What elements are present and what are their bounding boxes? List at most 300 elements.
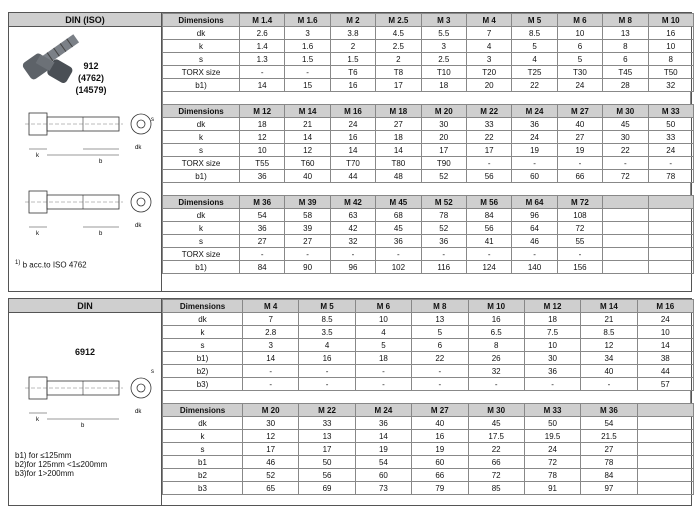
- table-cell: 79: [412, 482, 468, 495]
- table-cell: 8.5: [581, 326, 637, 339]
- table-cell: -: [466, 248, 511, 261]
- size-header: M 30: [468, 404, 524, 417]
- table-cell: 10: [637, 326, 693, 339]
- table-row: [163, 248, 694, 261]
- table-cell: 30: [243, 417, 299, 430]
- table-cell: 6.5: [468, 326, 524, 339]
- din912-table-2: [162, 104, 694, 183]
- table-cell: 27: [376, 118, 421, 131]
- table-cell: 42: [330, 222, 375, 235]
- size-header: [637, 404, 693, 417]
- table-cell: 12: [285, 144, 330, 157]
- table-cell: 14: [330, 144, 375, 157]
- table-cell: 24: [557, 79, 602, 92]
- table-cell: 156: [557, 261, 602, 274]
- row-label: dk: [163, 118, 240, 131]
- table-cell: 1.5: [330, 53, 375, 66]
- table-cell: 1.4: [240, 40, 285, 53]
- table-cell: [603, 248, 648, 261]
- table-cell: 10: [648, 40, 693, 53]
- table-row: [163, 326, 694, 339]
- row-label: dk: [163, 313, 243, 326]
- table-cell: -: [243, 378, 299, 391]
- table-cell: -: [581, 378, 637, 391]
- bolt-drawing-3: [23, 363, 159, 433]
- table-cell: T80: [376, 157, 421, 170]
- row-label: k: [163, 222, 240, 235]
- table-cell: 36: [240, 170, 285, 183]
- table-cell: 12: [240, 131, 285, 144]
- table-cell: 78: [581, 456, 637, 469]
- size-header: M 72: [557, 196, 602, 209]
- table-cell: 32: [648, 79, 693, 92]
- size-header: [648, 196, 693, 209]
- table-row: [163, 430, 694, 443]
- table-cell: 78: [421, 209, 466, 222]
- row-label: dk: [163, 417, 243, 430]
- table-cell: 5: [355, 339, 411, 352]
- table-cell: 44: [637, 365, 693, 378]
- table-cell: [637, 456, 693, 469]
- table-cell: 7: [466, 27, 511, 40]
- table-cell: 91: [524, 482, 580, 495]
- table-cell: 22: [512, 79, 557, 92]
- table-cell: 36: [512, 118, 557, 131]
- table-cell: 52: [421, 222, 466, 235]
- table-cell: T70: [330, 157, 375, 170]
- svg-text:k: k: [36, 153, 39, 159]
- table-row: [163, 378, 694, 391]
- table-cell: 73: [355, 482, 411, 495]
- din6912-side-title: DIN: [9, 299, 161, 313]
- table-cell: [603, 261, 648, 274]
- table-row: [163, 79, 694, 92]
- row-label: b3): [163, 378, 243, 391]
- table-cell: 28: [603, 79, 648, 92]
- table-cell: [648, 261, 693, 274]
- size-header: M 1.6: [285, 14, 330, 27]
- din6912-number: 6912: [74, 347, 96, 357]
- table-cell: 16: [412, 430, 468, 443]
- table-cell: 22: [603, 144, 648, 157]
- note-b2: b2)for 125mm <1≤200mm: [15, 460, 108, 469]
- table-cell: 22: [466, 131, 511, 144]
- row-label: b3: [163, 482, 243, 495]
- table-cell: 50: [524, 417, 580, 430]
- size-header: M 14: [285, 105, 330, 118]
- table-cell: T55: [240, 157, 285, 170]
- table-cell: 64: [512, 222, 557, 235]
- table-cell: 45: [376, 222, 421, 235]
- table-cell: 21: [285, 118, 330, 131]
- table-cell: -: [299, 378, 355, 391]
- table-cell: [648, 222, 693, 235]
- table-cell: 5.5: [421, 27, 466, 40]
- table-cell: 52: [243, 469, 299, 482]
- table-cell: 19.5: [524, 430, 580, 443]
- table-cell: 72: [603, 170, 648, 183]
- table-cell: -: [299, 365, 355, 378]
- row-label: s: [163, 235, 240, 248]
- table-cell: 14: [240, 79, 285, 92]
- table-cell: 10: [557, 27, 602, 40]
- size-header: M 45: [376, 196, 421, 209]
- table-cell: 63: [330, 209, 375, 222]
- table-cell: 46: [512, 235, 557, 248]
- row-label: TORX size: [163, 66, 240, 79]
- din912-table-3: [162, 195, 694, 274]
- table-cell: 2: [376, 53, 421, 66]
- din912-panel: [8, 12, 692, 292]
- table-row: [163, 313, 694, 326]
- table-row: [163, 352, 694, 365]
- size-header: M 8: [603, 14, 648, 27]
- table-cell: [603, 209, 648, 222]
- size-header: M 4: [466, 14, 511, 27]
- table-cell: 18: [376, 131, 421, 144]
- size-header: M 22: [299, 404, 355, 417]
- table-cell: 16: [330, 131, 375, 144]
- size-header: M 27: [557, 105, 602, 118]
- size-header: M 1.4: [240, 14, 285, 27]
- table-cell: -: [466, 157, 511, 170]
- table-cell: 12: [581, 339, 637, 352]
- size-header: M 18: [376, 105, 421, 118]
- table-cell: [648, 209, 693, 222]
- size-header: M 16: [637, 300, 693, 313]
- table-cell: -: [285, 248, 330, 261]
- table-cell: 4.5: [376, 27, 421, 40]
- table-cell: 18: [355, 352, 411, 365]
- table-cell: 84: [240, 261, 285, 274]
- table-cell: 22: [412, 352, 468, 365]
- table-row: [163, 40, 694, 53]
- table-cell: 2.8: [243, 326, 299, 339]
- table-cell: 8: [603, 40, 648, 53]
- table-cell: 4: [355, 326, 411, 339]
- dimensions-header: Dimensions: [163, 196, 240, 209]
- table-cell: 66: [468, 456, 524, 469]
- table-cell: T6: [330, 66, 375, 79]
- table-cell: 27: [285, 235, 330, 248]
- svg-text:k: k: [36, 231, 39, 237]
- size-header: M 12: [524, 300, 580, 313]
- size-header: M 6: [557, 14, 602, 27]
- table-cell: -: [285, 66, 330, 79]
- iso14579-number: (14579): [75, 85, 107, 95]
- table-cell: 27: [240, 235, 285, 248]
- size-header: M 6: [355, 300, 411, 313]
- dimensions-header: Dimensions: [163, 14, 240, 27]
- table-cell: 54: [355, 456, 411, 469]
- row-label: k: [163, 131, 240, 144]
- table-cell: 66: [412, 469, 468, 482]
- svg-text:b: b: [99, 231, 103, 237]
- table-cell: 8.5: [299, 313, 355, 326]
- table-cell: -: [412, 365, 468, 378]
- row-label: b1: [163, 456, 243, 469]
- row-label: dk: [163, 209, 240, 222]
- table-cell: 2.6: [240, 27, 285, 40]
- din912-side-title: DIN (ISO): [9, 13, 161, 27]
- size-header: M 33: [648, 105, 693, 118]
- svg-text:dk: dk: [135, 223, 142, 229]
- table-cell: 40: [412, 417, 468, 430]
- table-cell: -: [376, 248, 421, 261]
- table-cell: 108: [557, 209, 602, 222]
- table-cell: -: [512, 248, 557, 261]
- table-cell: 13: [603, 27, 648, 40]
- table-cell: -: [421, 248, 466, 261]
- table-cell: [637, 417, 693, 430]
- table-cell: 140: [512, 261, 557, 274]
- din912-footnote: $^{1)}$ b acc.to ISO 4762: [15, 260, 87, 270]
- table-cell: T30: [557, 66, 602, 79]
- table-row: [163, 469, 694, 482]
- table-cell: 68: [376, 209, 421, 222]
- row-label: b1): [163, 261, 240, 274]
- table-cell: 10: [355, 313, 411, 326]
- table-cell: 40: [581, 365, 637, 378]
- table-cell: 24: [512, 131, 557, 144]
- table-cell: 34: [581, 352, 637, 365]
- table-cell: 4: [466, 40, 511, 53]
- table-cell: 24: [524, 443, 580, 456]
- table-row: [163, 53, 694, 66]
- table-cell: [637, 469, 693, 482]
- table-cell: 30: [524, 352, 580, 365]
- size-header: [603, 196, 648, 209]
- table-cell: 5: [512, 40, 557, 53]
- size-header: M 8: [412, 300, 468, 313]
- row-label: s: [163, 339, 243, 352]
- size-header: M 20: [243, 404, 299, 417]
- table-cell: 90: [285, 261, 330, 274]
- table-cell: 24: [330, 118, 375, 131]
- table-row: [163, 443, 694, 456]
- table-cell: 14: [243, 352, 299, 365]
- table-cell: [637, 430, 693, 443]
- table-cell: 78: [524, 469, 580, 482]
- table-cell: 39: [285, 222, 330, 235]
- table-cell: 1.6: [285, 40, 330, 53]
- table-cell: 6: [603, 53, 648, 66]
- table-cell: 55: [557, 235, 602, 248]
- table-row: [163, 144, 694, 157]
- table-row: [163, 131, 694, 144]
- size-header: M 36: [240, 196, 285, 209]
- table-cell: 97: [581, 482, 637, 495]
- row-label: b2: [163, 469, 243, 482]
- table-cell: 40: [285, 170, 330, 183]
- table-cell: 102: [376, 261, 421, 274]
- table-cell: 46: [243, 456, 299, 469]
- table-cell: 17.5: [468, 430, 524, 443]
- size-header: M 2: [330, 14, 375, 27]
- size-header: M 22: [466, 105, 511, 118]
- table-cell: -: [512, 157, 557, 170]
- table-cell: 65: [243, 482, 299, 495]
- dimensions-header: Dimensions: [163, 105, 240, 118]
- table-cell: 60: [412, 456, 468, 469]
- table-cell: 18: [524, 313, 580, 326]
- table-cell: 18: [421, 79, 466, 92]
- size-header: M 24: [512, 105, 557, 118]
- header-row: [163, 404, 694, 417]
- size-header: M 10: [468, 300, 524, 313]
- row-label: TORX size: [163, 248, 240, 261]
- table-cell: 19: [512, 144, 557, 157]
- table-cell: 2.5: [421, 53, 466, 66]
- table-row: [163, 170, 694, 183]
- svg-text:dk: dk: [135, 409, 142, 415]
- row-label: dk: [163, 27, 240, 40]
- table-cell: 8.5: [512, 27, 557, 40]
- header-row: [163, 105, 694, 118]
- table-cell: 17: [421, 144, 466, 157]
- table-cell: [603, 235, 648, 248]
- table-cell: 33: [299, 417, 355, 430]
- size-header: M 10: [648, 14, 693, 27]
- table-cell: 5: [557, 53, 602, 66]
- table-cell: 54: [240, 209, 285, 222]
- row-label: k: [163, 40, 240, 53]
- table-cell: 36: [524, 365, 580, 378]
- svg-text:s: s: [151, 369, 154, 375]
- table-cell: 21: [581, 313, 637, 326]
- size-header: M 16: [330, 105, 375, 118]
- din6912-tables: [162, 299, 691, 495]
- table-cell: 33: [466, 118, 511, 131]
- din6912-side: [9, 299, 162, 505]
- table-cell: 40: [557, 118, 602, 131]
- table-cell: 3: [243, 339, 299, 352]
- row-label: k: [163, 326, 243, 339]
- table-cell: -: [355, 378, 411, 391]
- table-cell: 10: [524, 339, 580, 352]
- table-cell: -: [330, 248, 375, 261]
- table-cell: 60: [512, 170, 557, 183]
- table-cell: 33: [648, 131, 693, 144]
- table-cell: 58: [285, 209, 330, 222]
- dimensions-header: Dimensions: [163, 300, 243, 313]
- table-cell: 27: [581, 443, 637, 456]
- size-header: M 14: [581, 300, 637, 313]
- table-cell: 96: [330, 261, 375, 274]
- table-cell: 41: [466, 235, 511, 248]
- table-cell: 45: [468, 417, 524, 430]
- table-cell: 36: [421, 235, 466, 248]
- table-cell: 56: [466, 170, 511, 183]
- table-cell: 19: [412, 443, 468, 456]
- size-header: M 20: [421, 105, 466, 118]
- table-cell: 50: [648, 118, 693, 131]
- table-cell: 2.5: [376, 40, 421, 53]
- table-cell: 72: [557, 222, 602, 235]
- note-b1: b1) for ≤125mm: [15, 451, 72, 460]
- table-cell: 16: [468, 313, 524, 326]
- table-cell: -: [557, 248, 602, 261]
- iso4762-number: (4762): [77, 73, 104, 83]
- table-cell: 124: [466, 261, 511, 274]
- svg-text:dk: dk: [135, 145, 142, 151]
- table-cell: 17: [466, 144, 511, 157]
- size-header: M 52: [421, 196, 466, 209]
- din6912-table-2: [162, 403, 694, 495]
- size-header: M 2.5: [376, 14, 421, 27]
- din6912-table-1: [162, 299, 694, 391]
- table-cell: 15: [285, 79, 330, 92]
- table-cell: 12: [243, 430, 299, 443]
- size-header: M 5: [299, 300, 355, 313]
- table-cell: 78: [648, 170, 693, 183]
- header-row: [163, 196, 694, 209]
- table-cell: T45: [603, 66, 648, 79]
- table-cell: T20: [466, 66, 511, 79]
- size-header: M 64: [512, 196, 557, 209]
- table-cell: -: [412, 378, 468, 391]
- table-cell: 4: [299, 339, 355, 352]
- row-label: s: [163, 53, 240, 66]
- table-cell: 24: [648, 144, 693, 157]
- table-row: [163, 365, 694, 378]
- table-row: [163, 222, 694, 235]
- table-cell: 14: [376, 144, 421, 157]
- table-cell: 14: [637, 339, 693, 352]
- table-cell: 3.8: [330, 27, 375, 40]
- table-row: [163, 417, 694, 430]
- din912-table-1: [162, 13, 694, 92]
- din912-number: 912: [83, 61, 99, 71]
- table-cell: 16: [299, 352, 355, 365]
- din912-tables: [162, 13, 691, 274]
- size-header: M 5: [512, 14, 557, 27]
- size-header: M 3: [421, 14, 466, 27]
- table-cell: 3: [466, 53, 511, 66]
- bolt-drawing-1: [23, 105, 159, 169]
- size-header: M 42: [330, 196, 375, 209]
- table-row: [163, 235, 694, 248]
- table-row: [163, 157, 694, 170]
- table-cell: 1.3: [240, 53, 285, 66]
- table-cell: 13: [299, 430, 355, 443]
- table-cell: 18: [240, 118, 285, 131]
- din6912-panel: [8, 298, 692, 506]
- table-row: [163, 118, 694, 131]
- table-cell: 54: [581, 417, 637, 430]
- table-cell: 19: [557, 144, 602, 157]
- table-cell: -: [468, 378, 524, 391]
- table-row: [163, 209, 694, 222]
- table-cell: 2: [330, 40, 375, 53]
- table-cell: [637, 482, 693, 495]
- table-cell: [648, 248, 693, 261]
- table-cell: 36: [240, 222, 285, 235]
- table-cell: -: [557, 157, 602, 170]
- table-cell: 30: [603, 131, 648, 144]
- table-cell: 50: [299, 456, 355, 469]
- table-cell: 56: [299, 469, 355, 482]
- table-cell: T10: [421, 66, 466, 79]
- table-cell: 72: [468, 469, 524, 482]
- row-label: s: [163, 144, 240, 157]
- table-cell: 10: [240, 144, 285, 157]
- table-cell: T90: [421, 157, 466, 170]
- row-label: b1): [163, 79, 240, 92]
- table-cell: 72: [524, 456, 580, 469]
- table-cell: T25: [512, 66, 557, 79]
- table-row: [163, 339, 694, 352]
